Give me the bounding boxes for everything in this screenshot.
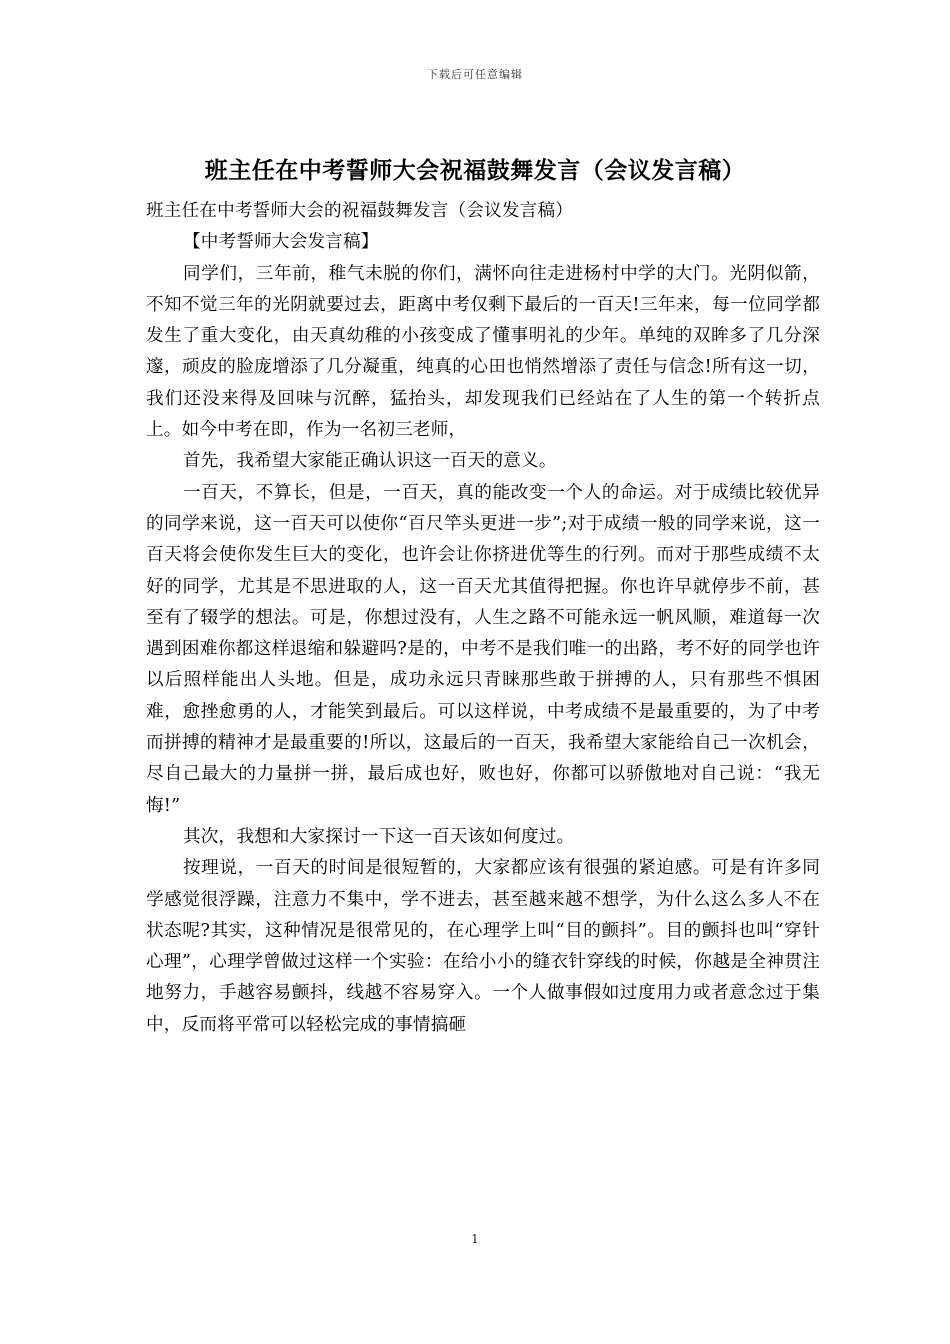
paragraph: 按理说，一百天的时间是很短暂的，大家都应该有很强的紧迫感。可是有许多同学感觉很浮躁，注意力不集中，学不进去，甚至越来越不想学，为什么这么多人不在状态呢?其实，这种情况是很常见的，在心理学上叫“目的颤抖”。目的颤抖也叫“穿针心理”，心理学曾做过这样一个实验：在给小小的缝衣针穿线的时候，你越是全神贯注地努力，手越容易颤抖，线越不容易穿入。一个人做事假如过度用力或者意念过于集中，反而将平常可以轻松完成的事情搞砸 — [146, 858, 820, 1035]
document-subtitle: 班主任在中考誓师大会的祝福鼓舞发言（会议发言稿） — [146, 201, 574, 221]
paragraph: 同学们，三年前，稚气未脱的你们，满怀向往走进杨村中学的大门。光阴似箭，不知不觉三年的光阴就要过去，距离中考仅剩下最后的一百天!三年来，每一位同学都发生了重大变化，由天真幼稚的小孩变成了懂事明礼的少年。单纯的双眸多了几分深邃，顽皮的脸庞增添了几分凝重，纯真的心田也悄然增添了责任与信念!所有这一切，我们还没来得及回味与沉醉，猛抬头，却发现我们已经站在了人生的第一个转折点上。如今中考在即，作为一名初三老师， — [146, 263, 820, 441]
document-title: 班主任在中考誓师大会祝福鼓舞发言（会议发言稿） — [204, 157, 746, 184]
section-label: 【中考誓师大会发言稿】 — [182, 232, 379, 253]
paragraph: 其次，我想和大家探讨一下这一百天该如何度过。 — [182, 826, 575, 847]
page-header-note: 下载后可任意编辑 — [427, 68, 523, 81]
document-body — [146, 196, 820, 1041]
paragraph: 首先，我希望大家能正确认识这一百天的意义。 — [182, 451, 557, 472]
paragraph: 一百天，不算长，但是，一百天，真的能改变一个人的命运。对于成绩比较优异的同学来说，这一百天可以使你“百尺竿头更进一步”;对于成绩一般的同学来说，这一百天将会使你发生巨大的变化，也许会让你挤进优等生的行列。而对于那些成绩不太好的同学，尤其是不思进取的人，这一百天尤其值得把握。你也许早就停步不前，甚至有了辍学的想法。可是，你想过没有，人生之路不可能永远一帆风顺，难道每一次遇到困难你都这样退缩和躲避吗?是的，中考不是我们唯一的出路，考不好的同学也许以后照样能出人头地。但是，成功永远只青睐那些敢于拼搏的人，只有那些不惧困难，愈挫愈勇的人，才能笑到最后。可以这样说，中考成绩不是最重要的，为了中考而拼搏的精神才是最重要的!所以，这最后的一百天，我希望大家能给自己一次机会，尽自己最大的力量拼一拼，最后成也好，败也好，你都可以骄傲地对自己说：“我无悔!” — [146, 482, 820, 816]
page-number: 1 — [471, 1232, 479, 1246]
